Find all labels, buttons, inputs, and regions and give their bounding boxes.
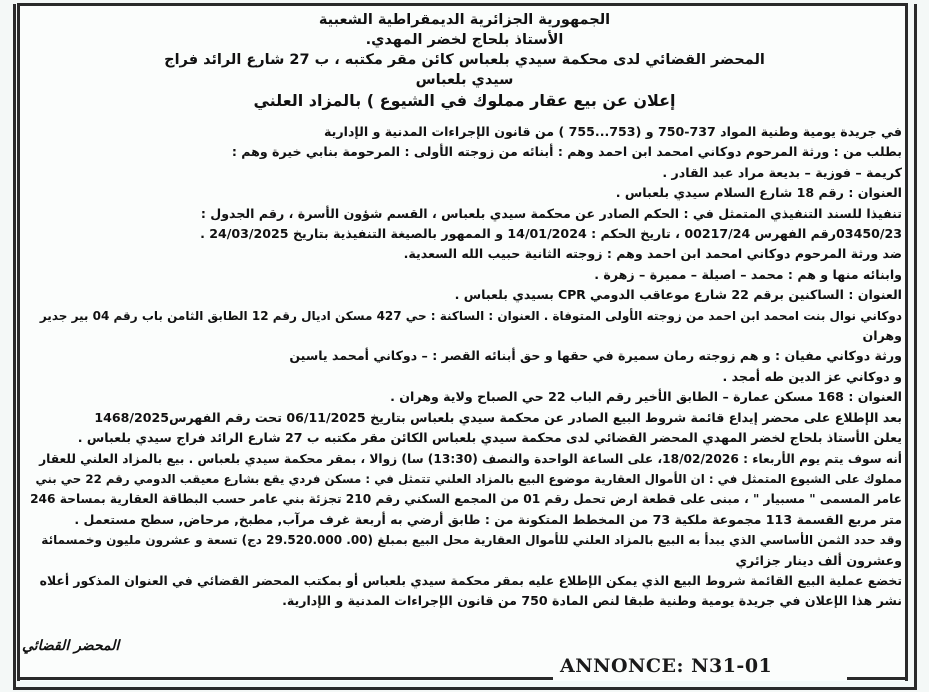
body-line: عامر المسمى " مسبيار " ، مبنى على قطعة ارض تحمل رقم 01 من المجمع السكني رقم 210 تجزئة بني عامر حسب البطاقة العقارية بمساحة 246 <box>30 492 902 507</box>
body-line: وعشرون ألف دينار جزائري <box>735 552 902 568</box>
body-line: تنفيذا للسند التنفيذي المتمثل في : الحكم الصادر عن محكمة سيدي بلعباس ، القسم شؤون الأسرة ، رقم الجدول : <box>200 205 902 221</box>
bailiff-office: المحضر القضائي لدى محكمة سيدي بلعباس كائن مقر مكتبه ، ب 27 شارع الرائد فراج <box>164 52 765 68</box>
body-line: العنوان : 168 مسكن عمارة – الطابق الأخير رقم الباب 22 حي الصباح ولاية وهران . <box>390 389 902 405</box>
body-line: 03450/23رقم الفهرس 00217/24 ، تاريخ الحكم : 14/01/2024 و الممهور بالصيغة التنفيذية بتاريخ 24/03/2025 . <box>200 226 902 242</box>
body-line: بعد الإطلاع على محضر إيداع قائمة شروط البيع الصادر عن محكمة سيدي بلعباس بتاريخ 06/11/2025 تحت رقم الفهرس1468/2025 <box>94 409 902 425</box>
signature: المحضر القضائي <box>22 638 120 654</box>
body-line: مملوك على الشيوع المتمثل في : ان الأموال العقارية موضوع البيع بالمزاد العلني تتمثل في : مسكن فردي يقع بشارع معيقب الدومي رقم 22 حي بني <box>35 471 902 486</box>
body-line: في جريدة يومية وطنية المواد 737-750 و (753...755 ) من قانون الإجراءات المدنية و الإدارية <box>324 124 902 139</box>
body-line: وقد حدد الثمن الأساسي الذي يبدأ به البيع بالمزاد العلني للأموال العقارية محل البيع بمبلغ (00. 29.520.000 دج) تسعة و عشرون مليون وخمسمائة <box>41 533 902 548</box>
body-line: و دوكاني عز الدين طه أمجد . <box>722 368 902 384</box>
bailiff-name: الأستاذ بلحاج لخضر المهدي. <box>365 32 564 48</box>
body-line: ورثة دوكاني مفيان : و هم زوجته رمان سميرة في حقها و حق أبنائه القصر : – دوكاني أمحمد ياسين <box>289 348 902 364</box>
notice-header <box>40 10 889 111</box>
body-line: متر مربع القسمة 113 مجموعة ملكية 73 من المخطط المتكونة من : طابق أرضي به أربعة غرف مرآب, مطبخ, مرحاض, سطح مستعمل . <box>74 511 902 527</box>
body-line: وابنائه منها و هم : محمد – اصيلة – مميرة – زهرة . <box>594 266 902 282</box>
body-line: أنه سوف يتم يوم الأربعاء : 18/02/2026، على الساعة الواحدة والنصف (13:30) سا) زوالا ، بمقر محكمة سيدي بلعباس . بيع بالمزاد العلني للعقار <box>39 451 902 466</box>
body-line: العنوان : الساكنين برقم 22 شارع موعاقب الدومي CPR بسيدي بلعباس . <box>454 287 902 303</box>
body-line: ضد ورثة المرحوم دوكاني امحمد ابن احمد وهم : زوجته الثانية حبيب الله السعدية. <box>403 246 902 262</box>
notice-body <box>30 122 902 612</box>
notice-title: إعلان عن بيع عقار مملوك في الشيوع ) بالمزاد العلني <box>253 91 676 110</box>
frame-rule-right <box>847 677 908 680</box>
body-line: تخضع عملية البيع القائمة شروط البيع الذي يمكن الإطلاع عليه بمقر محكمة سيدي بلعباس أو بمكتب المحضر القضائي في العنوان المذكور أعلاه <box>39 572 902 588</box>
body-line: دوكاني نوال بنت امحمد ابن احمد من زوجته الأولى المتوفاة . العنوان : الساكنة : حي 427 مسكن اديال رقم 12 الطابق الثامن باب رقم 04 بير جدير <box>39 308 902 323</box>
body-line: يعلن الأستاذ بلحاج لخضر المهدي المحضر القضائي لدى محكمة سيدي بلعباس الكائن مقر مكتبه ب 27 شارع الرائد فراج سيدي بلعباس . <box>77 430 902 446</box>
body-line: بطلب من : ورثة المرحوم دوكاني امحمد ابن احمد وهم : أبنائه من زوجته الأولى : المرحومة بنابي خيرة وهم : <box>231 144 902 160</box>
body-line: كريمة – فوزية – بديعة مراد عبد القادر . <box>662 164 902 180</box>
frame-rule-left <box>17 677 553 680</box>
body-line: العنوان : رقم 18 شارع السلام سيدي بلعباس . <box>615 185 902 201</box>
bailiff-city: سيدي بلعباس <box>415 72 514 88</box>
republic-name: الجمهورية الجزائرية الديمقراطية الشعبية <box>318 12 611 28</box>
body-line: وهران <box>862 328 902 344</box>
body-line: نشر هذا الإعلان في جريدة يومية وطنية طبقا لنص المادة 750 من قانون الإجراءات المدنية و الإدارية. <box>282 593 902 609</box>
annonce-number: ANNONCE: N31-01 <box>560 655 773 677</box>
